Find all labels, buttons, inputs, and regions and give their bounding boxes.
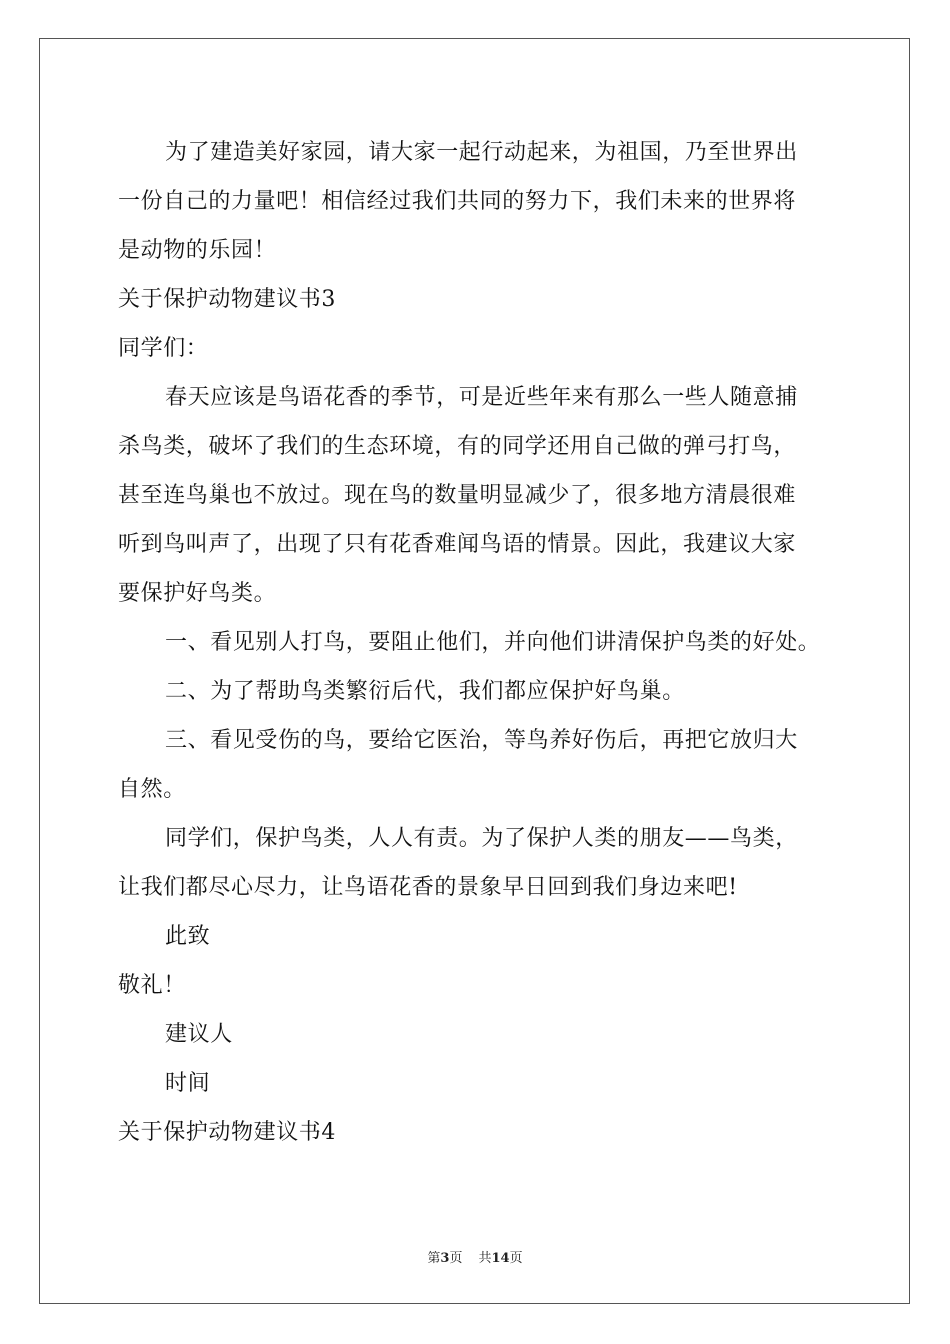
page-total-prefix: 共 [478, 1251, 492, 1266]
text-line: 让我们都尽心尽力，让鸟语花香的景象早日回到我们身边来吧! [118, 875, 738, 900]
page-total-suffix: 页 [509, 1251, 523, 1266]
page-number-prefix: 第 [427, 1251, 441, 1266]
page-footer [0, 1247, 950, 1266]
page-number-suffix: 页 [449, 1251, 463, 1266]
text-line: 自然。 [118, 777, 186, 802]
text-line: 听到鸟叫声了，出现了只有花香难闻鸟语的情景。因此，我建议大家 [118, 532, 797, 557]
text-line: 此致 [165, 924, 211, 949]
text-line: 关于保护动物建议书3 [118, 287, 336, 312]
text-line: 一、看见别人打鸟，要阻止他们，并向他们讲清保护鸟类的好处。 [165, 630, 821, 655]
text-line: 为了建造美好家园，请大家一起行动起来，为祖国，乃至世界出 [165, 140, 798, 165]
text-line: 一份自己的力量吧！相信经过我们共同的努力下，我们未来的世界将 [118, 189, 797, 214]
text-line: 要保护好鸟类。 [118, 581, 277, 606]
text-line: 二、为了帮助鸟类繁衍后代，我们都应保护好鸟巢。 [165, 679, 685, 704]
text-line: 时间 [165, 1071, 211, 1096]
text-line: 甚至连鸟巢也不放过。现在鸟的数量明显减少了，很多地方清晨很难 [118, 483, 797, 508]
document-body [118, 128, 843, 1157]
text-line: 关于保护动物建议书4 [118, 1120, 336, 1145]
text-line: 同学们： [118, 336, 209, 361]
text-line: 是动物的乐园！ [118, 238, 277, 263]
text-line: 敬礼！ [118, 973, 186, 998]
text-line: 杀鸟类，破坏了我们的生态环境，有的同学还用自己做的弹弓打鸟， [118, 434, 797, 459]
page-total: 14 [491, 1251, 510, 1266]
text-line: 同学们，保护鸟类，人人有责。为了保护人类的朋友——鸟类， [165, 826, 798, 851]
text-line: 建议人 [165, 1022, 233, 1047]
text-line: 春天应该是鸟语花香的季节，可是近些年来有那么一些人随意捕 [165, 385, 798, 410]
page-number-current: 3 [440, 1251, 450, 1266]
text-line: 三、看见受伤的鸟，要给它医治，等鸟养好伤后，再把它放归大 [165, 728, 798, 753]
